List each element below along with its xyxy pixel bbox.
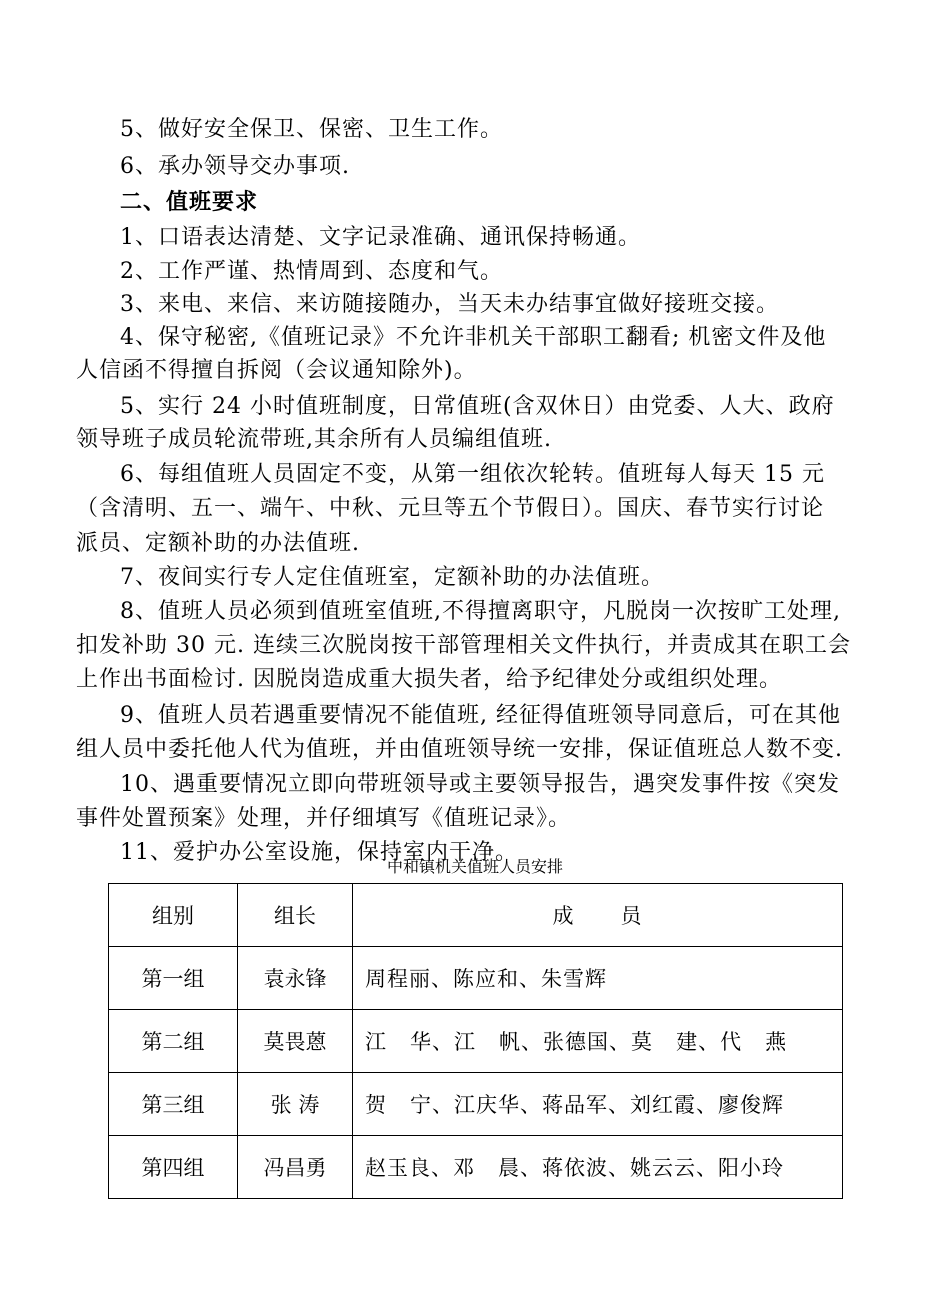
group-members: 周程丽、陈应和、朱雪辉 xyxy=(353,947,843,1010)
table-caption: 中和镇机关值班人员安排 xyxy=(386,859,563,876)
requirement-8-line-2: 扣发补助 30 元. 连续三次脱岗按干部管理相关文件执行，并责成其在职工会 xyxy=(76,633,851,658)
group-name: 第二组 xyxy=(109,1010,238,1073)
table-row xyxy=(109,1136,843,1199)
requirement-11: 11、爱护办公室设施，保持室内干净。 xyxy=(120,840,518,865)
group-members: 赵玉良、邓 晨、蒋依波、姚云云、阳小玲 xyxy=(353,1136,843,1199)
table-header-row xyxy=(109,884,843,947)
table-row xyxy=(109,1073,843,1136)
requirement-8-line-1: 8、值班人员必须到值班室值班,不得擅离职守，凡脱岗一次按旷工处理, xyxy=(120,599,841,624)
duty-item-6: 6、承办领导交办事项. xyxy=(120,154,350,179)
requirement-10-line-1: 10、遇重要情况立即向带班领导或主要领导报告，遇突发事件按《突发 xyxy=(120,772,840,797)
group-name: 第一组 xyxy=(109,947,238,1010)
header-members: 成 员 xyxy=(353,884,843,947)
requirement-4-line-2: 人信函不得擅自拆阅（会议通知除外)。 xyxy=(76,358,477,383)
group-leader: 冯昌勇 xyxy=(238,1136,353,1199)
group-name: 第四组 xyxy=(109,1136,238,1199)
requirement-1: 1、口语表达清楚、文字记录准确、通讯保持畅通。 xyxy=(120,225,641,250)
requirement-10-line-2: 事件处置预案》处理，并仔细填写《值班记录》。 xyxy=(76,806,572,831)
requirement-6-line-3: 派员、定额补助的办法值班. xyxy=(76,531,360,556)
group-leader: 莫畏蒽 xyxy=(238,1010,353,1073)
group-leader: 张 涛 xyxy=(238,1073,353,1136)
requirement-9-line-2: 组人员中委托他人代为值班，并由值班领导统一安排，保证值班总人数不变. xyxy=(76,737,843,762)
group-leader: 袁永锋 xyxy=(238,947,353,1010)
header-leader: 组长 xyxy=(238,884,353,947)
table-row xyxy=(109,947,843,1010)
duty-item-5: 5、做好安全保卫、保密、卫生工作。 xyxy=(120,117,503,142)
section-heading: 二、值班要求 xyxy=(120,189,259,215)
requirement-9-line-1: 9、值班人员若遇重要情况不能值班, 经征得值班领导同意后，可在其他 xyxy=(120,703,841,728)
requirement-8-line-3: 上作出书面检讨. 因脱岗造成重大损失者，给予纪律处分或组织处理。 xyxy=(76,667,782,692)
duty-roster-table xyxy=(108,883,843,1199)
requirement-6-line-1: 6、每组值班人员固定不变，从第一组依次轮转。值班每人每天 15 元 xyxy=(120,462,825,487)
requirement-7: 7、夜间实行专人定住值班室，定额补助的办法值班。 xyxy=(120,565,664,590)
table-row xyxy=(109,1010,843,1073)
requirement-5-line-2: 领导班子成员轮流带班,其余所有人员编组值班. xyxy=(76,427,552,452)
requirement-4-line-1: 4、保守秘密,《值班记录》不允许非机关干部职工翻看; 机密文件及他 xyxy=(120,325,827,350)
requirement-5-line-1: 5、实行 24 小时值班制度，日常值班(含双休日）由党委、人大、政府 xyxy=(120,394,835,419)
requirement-3: 3、来电、来信、来访随接随办，当天未办结事宜做好接班交接。 xyxy=(120,292,779,317)
requirement-2: 2、工作严谨、热情周到、态度和气。 xyxy=(120,259,503,284)
requirement-6-line-2: （含清明、五一、端午、中秋、元旦等五个节假日）。国庆、春节实行讨论 xyxy=(76,496,825,521)
group-name: 第三组 xyxy=(109,1073,238,1136)
header-group: 组别 xyxy=(109,884,238,947)
group-members: 江 华、江 帆、张德国、莫 建、代 燕 xyxy=(353,1010,843,1073)
group-members: 贺 宁、江庆华、蒋品军、刘红霞、廖俊辉 xyxy=(353,1073,843,1136)
